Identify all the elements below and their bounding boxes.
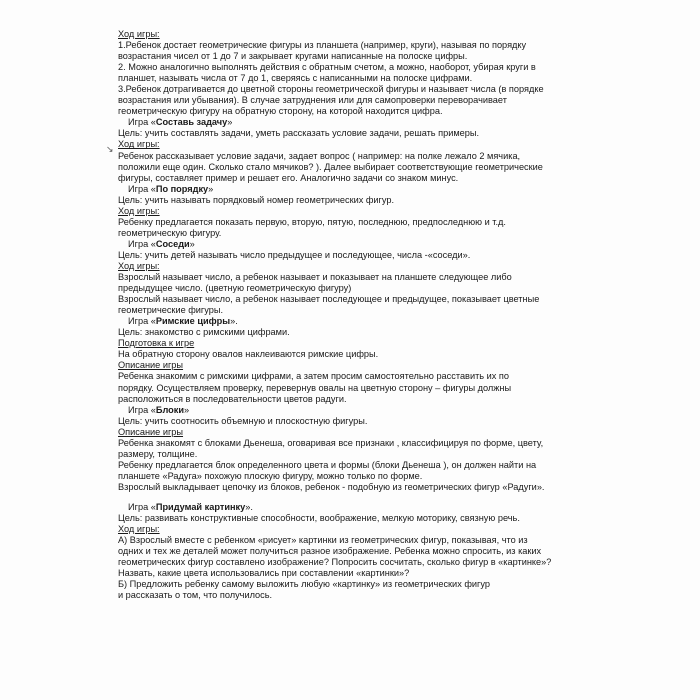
line-text: Назвать, какие цвета использовались при составлении «картинки»? bbox=[118, 568, 410, 579]
line-suffix: ». bbox=[245, 501, 253, 512]
text-line bbox=[118, 73, 588, 84]
text-line bbox=[118, 250, 588, 261]
text-line bbox=[118, 162, 588, 173]
line-text: размеру, толщине. bbox=[118, 448, 198, 459]
line-text: Б) Предложить ребенку самому выложить любую «картинку» из геометрических фигур bbox=[118, 579, 490, 590]
line-text: геометрическую фигуру. bbox=[118, 227, 222, 238]
text-line bbox=[118, 294, 588, 305]
line-text: 1.Ребенок достает геометрические фигуры из планшета (например, круги), называя по порядку bbox=[118, 40, 527, 51]
section-heading bbox=[118, 206, 588, 217]
section-heading bbox=[118, 360, 588, 371]
line-text: Ход игры: bbox=[118, 260, 160, 271]
section-heading bbox=[118, 261, 588, 272]
text-line bbox=[118, 272, 588, 283]
blank-line bbox=[118, 493, 588, 502]
line-text: одних и тех же деталей может получиться разное изображение. Ребенка можно спросить, из каких bbox=[118, 546, 542, 557]
text-line bbox=[118, 535, 588, 546]
game-title bbox=[118, 239, 588, 250]
game-title bbox=[118, 316, 588, 327]
section-heading bbox=[118, 524, 588, 535]
line-text: Цель: учить детей называть число предыдущее и последующее, числа -«соседи». bbox=[118, 249, 471, 260]
text-line bbox=[118, 305, 588, 316]
line-text: и рассказать о том, что получилось. bbox=[118, 590, 273, 601]
section-heading bbox=[118, 427, 588, 438]
line-suffix: » bbox=[208, 183, 214, 194]
line-text: расположиться в последовательности цветов радуги. bbox=[118, 393, 347, 404]
line-text: 3.Ребенок дотрагивается до цветной стороны геометрической фигуры и называет числа (в порядке bbox=[118, 84, 544, 95]
line-text: Взрослый называет число, а ребенок называет последующее и предыдущее, показывает цветные bbox=[118, 294, 540, 305]
game-name: Придумай картинку bbox=[155, 501, 246, 512]
line-text: Подготовка к игре bbox=[118, 338, 195, 349]
line-text: Цель: учить составлять задачи, уметь рассказать условие задачи, решать примеры. bbox=[118, 128, 480, 139]
line-text: Взрослый выкладывает цепочку из блоков, ребенок - подобную из геометрических фигур «Радуги». bbox=[118, 481, 545, 492]
text-line bbox=[118, 40, 588, 51]
line-text: Ребенка знакомим с римскими цифрами, а затем просим самостоятельно расставить их по bbox=[118, 371, 509, 382]
line-text: фигуры, составляет пример и решает его. Аналогично задачи со знаком минус. bbox=[118, 172, 459, 183]
line-text: Ребенок рассказывает условие задачи, задает вопрос ( например: на полке лежало 2 мячика, bbox=[118, 150, 521, 161]
game-title bbox=[118, 405, 588, 416]
text-line bbox=[118, 95, 588, 106]
line-text: планшет, называть числа от 7 до 1, сверяясь с написанными на полоске цифрами. bbox=[118, 73, 473, 84]
text-line bbox=[118, 513, 588, 524]
line-text: Игра « bbox=[128, 117, 156, 128]
line-text: 2. Можно аналогично выполнять действия с обратным счетом, а можно, наоборот, убирая круги в bbox=[118, 62, 536, 73]
line-text: геометрическую фигуру на обратную сторону, на которой находится цифра. bbox=[118, 106, 443, 117]
game-title bbox=[118, 502, 588, 513]
text-line bbox=[118, 394, 588, 405]
text-line bbox=[118, 579, 588, 590]
line-suffix: ». bbox=[230, 316, 238, 327]
line-text: положили еще один. Сколько стало мячиков? ). Далее выбирает соответствующие геометрические bbox=[118, 161, 543, 172]
text-line bbox=[118, 195, 588, 206]
line-text: геометрических фигур составлено изображение? Попросить сосчитать, сколько фигур в «картинке»? bbox=[118, 557, 552, 568]
text-line bbox=[118, 568, 588, 579]
line-text: Описание игры bbox=[118, 426, 184, 437]
text-line bbox=[118, 590, 588, 601]
text-line bbox=[118, 460, 588, 471]
line-text: Ход игры: bbox=[118, 139, 160, 150]
line-text: На обратную сторону овалов наклеиваются римские цифры. bbox=[118, 349, 379, 360]
line-text: порядку. Осуществляем проверку, перевернув овалы на цветную сторону – фигуры должны bbox=[118, 382, 512, 393]
line-text: Ход игры: bbox=[118, 524, 160, 535]
text-line bbox=[118, 173, 588, 184]
line-text: Игра « bbox=[128, 501, 156, 512]
game-name: По порядку bbox=[155, 183, 209, 194]
game-title bbox=[118, 184, 588, 195]
game-name: Составь задачу bbox=[155, 117, 228, 128]
text-line bbox=[118, 84, 588, 95]
game-name: Блоки bbox=[155, 404, 185, 415]
line-text: Цель: знакомство с римскими цифрами. bbox=[118, 327, 290, 338]
line-text: Игра « bbox=[128, 316, 156, 327]
line-text: Игра « bbox=[128, 404, 156, 415]
line-text: Цель: развивать конструктивные способности, воображение, мелкую моторику, связную речь. bbox=[118, 513, 520, 524]
text-line bbox=[118, 106, 588, 117]
text-line bbox=[118, 349, 588, 360]
text-line bbox=[118, 383, 588, 394]
text-line bbox=[118, 51, 588, 62]
text-line bbox=[118, 557, 588, 568]
text-line bbox=[118, 546, 588, 557]
line-suffix: » bbox=[227, 117, 233, 128]
text-line bbox=[118, 217, 588, 228]
line-text: Игра « bbox=[128, 238, 156, 249]
document-body bbox=[118, 29, 588, 601]
text-line bbox=[118, 482, 588, 493]
line-suffix: » bbox=[189, 238, 195, 249]
text-line bbox=[118, 327, 588, 338]
text-line bbox=[118, 371, 588, 382]
line-text: Взрослый называет число, а ребенок называет и показывает на планшете следующее либо bbox=[118, 272, 512, 283]
section-heading bbox=[118, 338, 588, 349]
text-line bbox=[118, 449, 588, 460]
text-line bbox=[118, 128, 588, 139]
line-text: А) Взрослый вместе с ребенком «рисует» картинки из геометрических фигур, показывая, что из bbox=[118, 535, 528, 546]
line-text: Ребенку предлагается блок определенного цвета и формы (блоки Дьенеша ), он должен найти на bbox=[118, 459, 537, 470]
line-text: возрастания или убывания). В случае затруднения или для самопроверки переворачивает bbox=[118, 95, 507, 106]
line-text: Ребенку предлагается показать первую, вторую, пятую, последнюю, предпоследнюю и т.д. bbox=[118, 216, 506, 227]
line-text: возрастания чисел от 1 до 7 и закрывает кругами написанные на полоске цифры. bbox=[118, 51, 468, 62]
line-text: Ход игры: bbox=[118, 205, 160, 216]
text-line bbox=[118, 62, 588, 73]
game-name: Соседи bbox=[155, 238, 190, 249]
line-text: геометрические фигуры. bbox=[118, 305, 224, 316]
text-line bbox=[118, 228, 588, 239]
line-text: предыдущее число. (цветную геометрическую фигуру) bbox=[118, 283, 352, 294]
line-text: Игра « bbox=[128, 183, 156, 194]
line-text: Ход игры: bbox=[118, 29, 160, 39]
game-title bbox=[118, 117, 588, 128]
game-name: Римские цифры bbox=[155, 316, 231, 327]
line-suffix: » bbox=[184, 404, 190, 415]
text-line bbox=[118, 471, 588, 482]
line-text: Ребенка знакомят с блоками Дьенеша, оговаривая все признаки , классифицируя по форме, цвету, bbox=[118, 437, 544, 448]
text-line bbox=[118, 416, 588, 427]
text-line bbox=[118, 438, 588, 449]
section-heading bbox=[118, 29, 588, 40]
line-text: планшете «Радуга» похожую плоскую фигуру, можно только по форме. bbox=[118, 470, 423, 481]
text-line bbox=[118, 283, 588, 294]
text-line bbox=[118, 151, 588, 162]
line-text: Описание игры bbox=[118, 360, 184, 371]
section-heading bbox=[118, 139, 588, 150]
margin-mark: ↘ bbox=[106, 144, 114, 154]
line-text: Цель: учить соотносить объемную и плоскостную фигуры. bbox=[118, 415, 368, 426]
line-text: Цель: учить называть порядковый номер геометрических фигур. bbox=[118, 194, 395, 205]
